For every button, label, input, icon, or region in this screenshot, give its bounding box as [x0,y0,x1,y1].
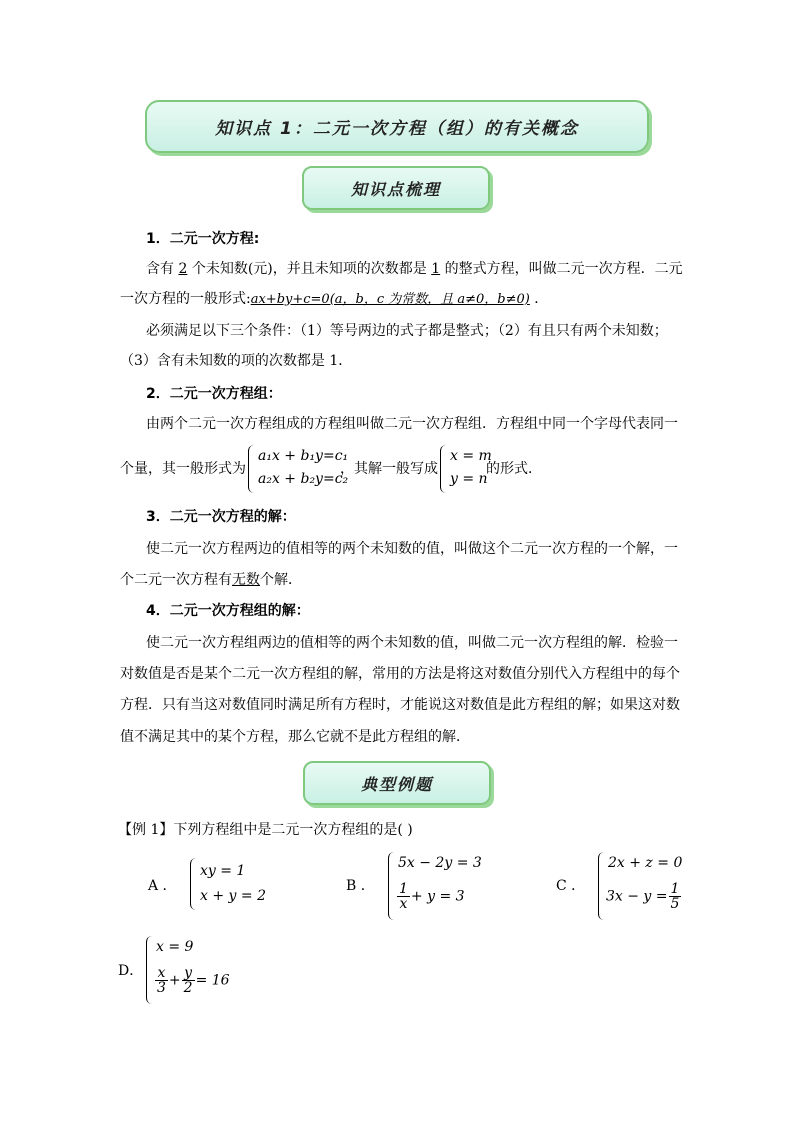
p4-line1: 使二元一次方程组两边的值相等的两个未知数的值，叫做二元一次方程组的解．检验一 [146,635,678,651]
text: 的整式方程，叫做二元一次方程．二元 [440,261,683,277]
example-label: 【例 1】 [118,822,174,838]
eq-rest: + y = 3 [410,888,465,905]
option-a-system [190,858,280,910]
denominator: 3 [157,980,166,996]
system-eq2: a₂x + b₂y=c₂ [258,471,349,487]
option-b-eq2 [396,882,465,911]
option-b-system [388,852,488,920]
solution-system [440,445,492,493]
brace-icon [248,445,256,493]
option-a-eq2: x + y = 2 [200,888,266,904]
section-banner-examples [303,761,491,805]
eq-rest: = 16 [195,972,230,989]
option-c-eq2 [606,882,682,911]
text: 个解． [260,572,302,588]
example-question [118,820,413,840]
p2-line1: 由两个二元一次方程组成的方程组叫做二元一次方程组．方程组中同一个字母代表同一 [146,416,678,432]
option-b-eq1: 5x − 2y = 3 [398,855,482,871]
p4-line4: 值不满足其中的某个方程，那么它就不是此方程组的解． [120,729,470,745]
blank-2: 2 [178,261,188,277]
topic-banner [145,100,649,153]
fraction [182,966,195,995]
p1-line2 [120,289,548,310]
p4-line3: 方程．只有当这对数值同时满足所有方程时，才能说这对数值是此方程组的解；如果这对数 [120,697,680,713]
brace-icon [598,852,606,920]
option-a-eq1: xy = 1 [200,863,246,879]
fraction [155,966,168,995]
option-d-eq2 [154,966,230,995]
option-c-eq1: 2x + z = 0 [608,855,683,871]
brace-icon [190,858,198,910]
option-d-eq1: x = 9 [156,939,194,955]
p1-line3: 必须满足以下三个条件：（1）等号两边的式子都是整式；（2）有且只有两个未知数； [146,323,668,339]
fraction [669,882,682,911]
text: ． [529,291,549,307]
eq-left: 3x − y = [606,888,668,905]
heading-4: 4．二元一次方程组的解： [146,603,310,619]
numerator: y [182,966,195,981]
system-eq1: a₁x + b₁y=c₁ [258,448,349,464]
section-title-examples: 典型例题 [360,774,433,794]
numerator: 1 [399,881,408,897]
heading-2: 2．二元一次方程组： [146,386,282,402]
option-b-label: B ． [346,878,375,894]
denominator: 2 [183,980,193,996]
text: 个二元一次方程有 [120,572,232,588]
p2-line2-c: 的形式． [486,461,542,477]
general-form: ax+by+c=0(a，b，c 为常数，且 a≠0，b≠0) [250,292,530,307]
plus-sign: + [168,972,181,989]
text: 一次方程的一般形式: [120,291,251,307]
text: 含有 [146,261,179,277]
p2-line2-b: ，其解一般写成 [340,461,438,477]
brace-icon [146,936,154,1004]
option-c-system [598,852,698,920]
option-d-label: D． [118,963,144,979]
fraction [397,882,410,911]
option-c-label: C ． [556,878,586,894]
brace-icon [440,445,448,493]
solution-eq1: x = m [450,448,492,464]
section-title-summary: 知识点梳理 [350,179,441,199]
general-system [248,445,348,493]
option-a-label: A ． [148,878,177,894]
text: 个未知数(元)，并且未知项的次数都是 [187,261,432,277]
p3-line1: 使二元一次方程两边的值相等的两个未知数的值，叫做这个二元一次方程的一个解，一 [146,541,678,557]
p4-line2: 对数值是否是某个二元一次方程组的解，常用的方法是将这对数值分别代入方程组中的每个 [120,666,680,682]
blank-infinite: 无数 [232,572,260,588]
heading-3: 3．二元一次方程的解： [146,509,296,525]
blank-1: 1 [431,261,441,277]
heading-1: 1．二元一次方程: [146,231,260,247]
denominator: x [399,896,408,912]
topic-title: 知识点 1：二元一次方程（组）的有关概念 [215,119,579,139]
solution-eq2: y = n [450,471,488,487]
section-banner-summary [302,166,490,210]
option-d-system [146,936,246,1004]
brace-icon [388,852,396,920]
numerator: 1 [670,881,680,897]
example-text: 下列方程组中是二元一次方程组的是( ) [173,822,413,838]
p1-line4: （3）含有未知数的项的次数都是 1． [120,353,353,369]
denominator: 5 [670,896,680,912]
p1-line1 [146,259,683,279]
p2-line2-a: 个量，其一般形式为 [120,461,246,477]
p3-line2 [120,570,302,590]
numerator: x [155,966,168,981]
